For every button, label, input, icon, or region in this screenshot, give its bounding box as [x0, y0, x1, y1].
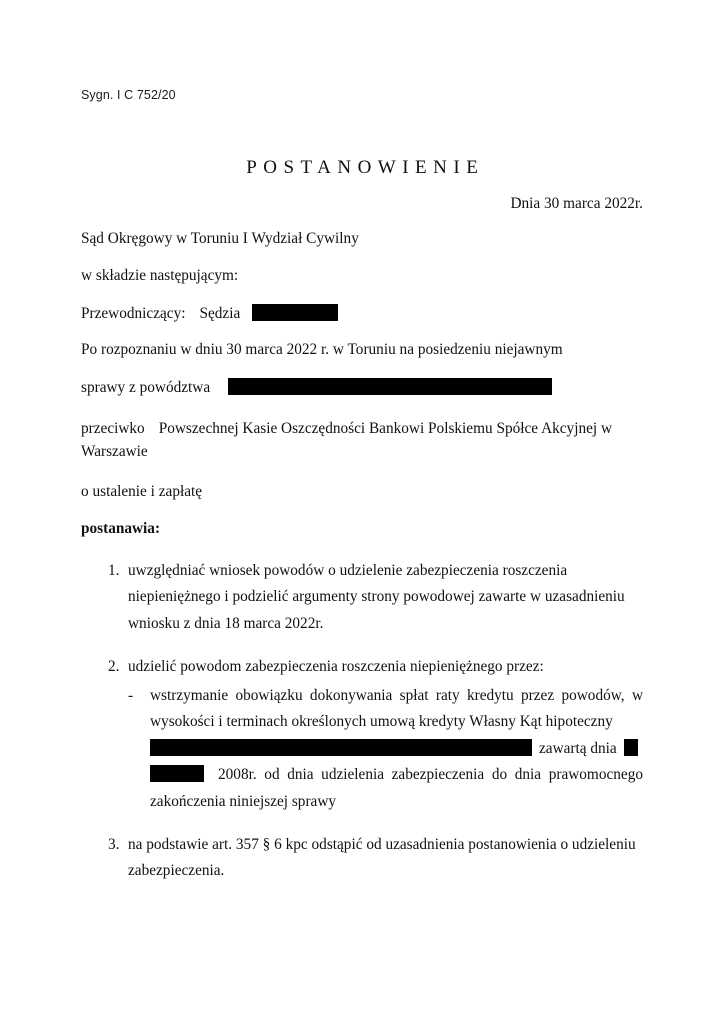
redaction-bar-contract-month [150, 765, 204, 782]
document-body [81, 196, 643, 902]
sub-item-text-part-1: wstrzymanie obowiązku dokonywania spłat raty kredytu przez powodów, w wysokości i terminach określonych umową kredyty Własny Kąt hipoteczny [150, 686, 643, 731]
decision-item-1 [81, 558, 643, 637]
document-title: POSTANOWIENIE [246, 157, 485, 178]
defendant-name: Powszechnej Kasie Oszczędności Bankowi Polskiemu Spółce Akcyjnej w Warszawie [81, 419, 613, 461]
decision-text-1: uwzględniać wniosek powodów o udzielenie zabezpieczenia roszczenia niepieniężnego i podzielić argumenty strony powodowej zawarte w uzasadnieniu wniosku z dnia 18 marca 2022r. [128, 561, 625, 632]
ruling-heading: postanawia: [81, 519, 161, 537]
decision-item-2 [81, 654, 643, 815]
plaintiff-line [81, 378, 643, 395]
sub-item-text-part-2: zawartą dnia [539, 739, 617, 757]
plaintiff-label: sprawy z powództwa [81, 379, 211, 397]
decision-text-3: na podstawie art. 357 § 6 kpc odstąpić od uzasadnienia postanowienia o udzieleniu zabezpieczenia. [128, 835, 636, 880]
decisions-list [81, 558, 643, 885]
subject-line: o ustalenie i zapłatę [81, 483, 203, 501]
court-line: Sąd Okręgowy w Toruniu I Wydział Cywilny [81, 230, 359, 248]
redaction-bar-judge-name [252, 304, 338, 321]
composition-line: w składzie następującym: [81, 266, 239, 284]
redaction-bar-contract-day [624, 739, 638, 756]
sub-item-1 [128, 683, 643, 815]
hearing-line: Po rozpoznaniu w dniu 30 marca 2022 r. w Toruniu na posiedzeniu niejawnym [81, 341, 563, 359]
case-signature: Sygn. I C 752/20 [81, 88, 176, 102]
defendant-label: przeciwko [81, 419, 145, 437]
defendant-line [81, 417, 643, 464]
presiding-label: Przewodniczący: [81, 304, 186, 322]
redaction-bar-plaintiff-name [228, 378, 552, 395]
decision-text-2: udzielić powodom zabezpieczenia roszczenia niepieniężnego przez: [128, 658, 544, 676]
presiding-judge-line [81, 304, 643, 321]
sub-item-text-part-3: 2008r. od dnia udzielenia zabezpieczenia do dnia prawomocnego zakończenia niniejszej sprawy [150, 766, 643, 810]
decision-number-3: 3. [108, 835, 120, 853]
sub-item-dash-marker: - [128, 686, 134, 704]
decision-number-1: 1. [108, 561, 120, 579]
decision-number-2: 2. [108, 658, 120, 676]
judge-label: Sędzia [199, 304, 241, 322]
date-line: Dnia 30 marca 2022r. [510, 195, 643, 212]
sub-item-continuation-line [150, 762, 643, 815]
redaction-bar-contract-number [150, 739, 532, 756]
decision-2-sub-list [128, 683, 643, 815]
sub-item-redacted-line [150, 736, 643, 762]
decision-item-3 [81, 832, 643, 885]
